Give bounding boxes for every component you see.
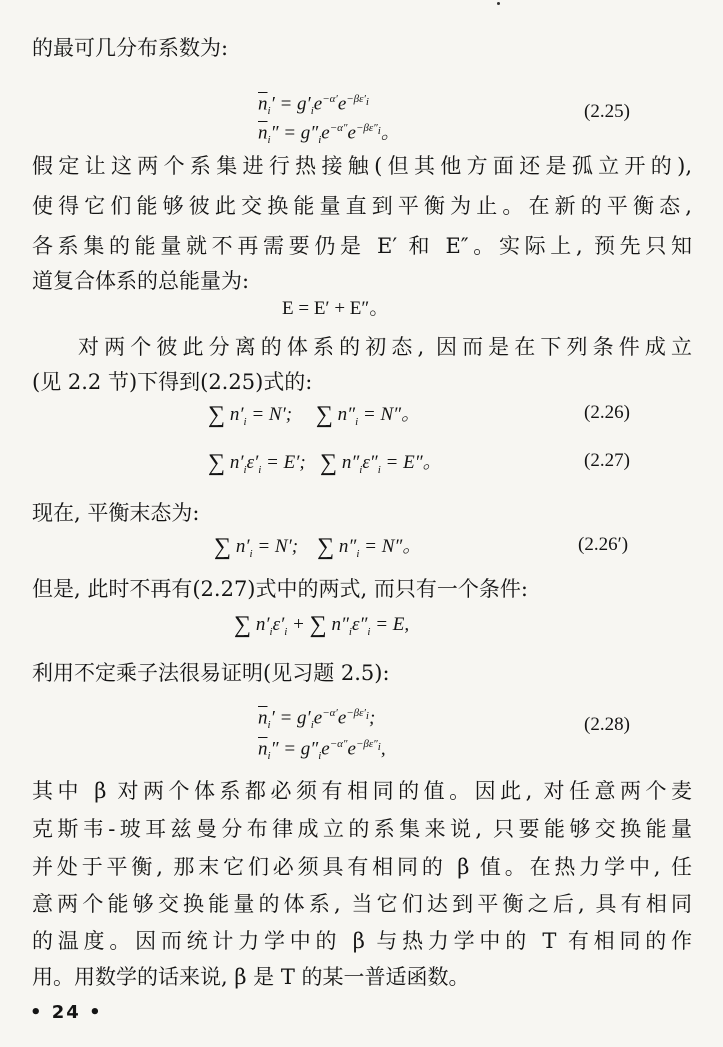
text-line-14: 意两个能够交换能量的体系, 当它们达到平衡之后, 具有相同 xyxy=(32,892,692,916)
equation-number-2-27: (2.27) xyxy=(584,450,630,471)
scan-speck xyxy=(497,2,500,5)
equation-2-27: ∑ $n'_i\varepsilon'_i = E'$; ∑ $n''_i\varepsilon''_i = E''$。 xyxy=(208,450,442,476)
equation-number-2-28: (2.28) xyxy=(584,714,630,735)
text-line-16: 用。用数学的话来说, β 是 T 的某一普适函数。 xyxy=(32,965,470,989)
text-line-2: 假定让这两个系集进行热接触(但其他方面还是孤立开的), xyxy=(32,154,692,178)
text-line-5: 道复合体系的总能量为: xyxy=(32,269,250,293)
text-line-1: 的最可几分布系数为: xyxy=(32,36,229,60)
text-line-6: 对两个彼此分离的体系的初态, 因而是在下列条件成立 xyxy=(78,335,692,359)
equation-number-2-26: (2.26) xyxy=(584,402,630,423)
equation-2-28-line2: $\overline{n}_i'' = g''_ie^{-\alpha''}e^{-\beta\varepsilon''_i}$, xyxy=(258,738,386,763)
equation-total-energy: E = E′ + E″。 xyxy=(282,298,389,319)
text-line-10: 利用不定乘子法很易证明(见习题 2.5): xyxy=(32,661,390,685)
equation-2-25-line1: $\overline{n}_i' = g'_ie^{-\alpha'}e^{-\beta\varepsilon'_i}$ xyxy=(258,93,369,118)
equation-number-2-26-prime: (2.26′) xyxy=(578,534,629,555)
text-line-13: 并处于平衡, 那末它们必须具有相同的 β 值。在热力学中, 任 xyxy=(32,855,692,879)
text-line-15: 的温度。因而统计力学中的 β 与热力学中的 T 有相同的作 xyxy=(32,929,692,953)
equation-2-28-line1: $\overline{n}_i' = g'_ie^{-\alpha'}e^{-\beta\varepsilon'_i}$; xyxy=(258,707,376,732)
equation-2-26: ∑ $n'_i = N'$; ∑ $n''_i = N''$。 xyxy=(208,402,421,428)
equation-number-2-25: (2.25) xyxy=(584,101,630,122)
equation-energy-constraint: ∑ $n'_i\varepsilon'_i$ + ∑ $n''_i\varepsilon''_i = E$, xyxy=(234,612,410,638)
text-line-3: 使得它们能够彼此交换能量直到平衡为止。在新的平衡态, xyxy=(32,194,692,218)
text-line-4: 各系集的能量就不再需要仍是 E′ 和 E″。实际上, 预先只知 xyxy=(32,234,692,258)
text-line-9: 但是, 此时不再有(2.27)式中的两式, 而只有一个条件: xyxy=(32,577,528,601)
text-line-12: 克斯韦-玻耳兹曼分布律成立的系集来说, 只要能够交换能量 xyxy=(32,817,692,841)
text-line-7: (见 2.2 节)下得到(2.25)式的: xyxy=(32,370,313,394)
text-line-11: 其中 β 对两个体系都必须有相同的值。因此, 对任意两个麦 xyxy=(32,779,692,803)
text-line-8: 现在, 平衡末态为: xyxy=(32,501,200,525)
equation-2-26-prime: ∑ $n'_i = N'$; ∑ $n''_i = N''$。 xyxy=(214,534,422,560)
equation-2-25-line2: $\overline{n}_i'' = g''_ie^{-\alpha''}e^{-\beta\varepsilon''_i}$。 xyxy=(258,122,400,147)
page-number: • 24 • xyxy=(30,1002,103,1023)
